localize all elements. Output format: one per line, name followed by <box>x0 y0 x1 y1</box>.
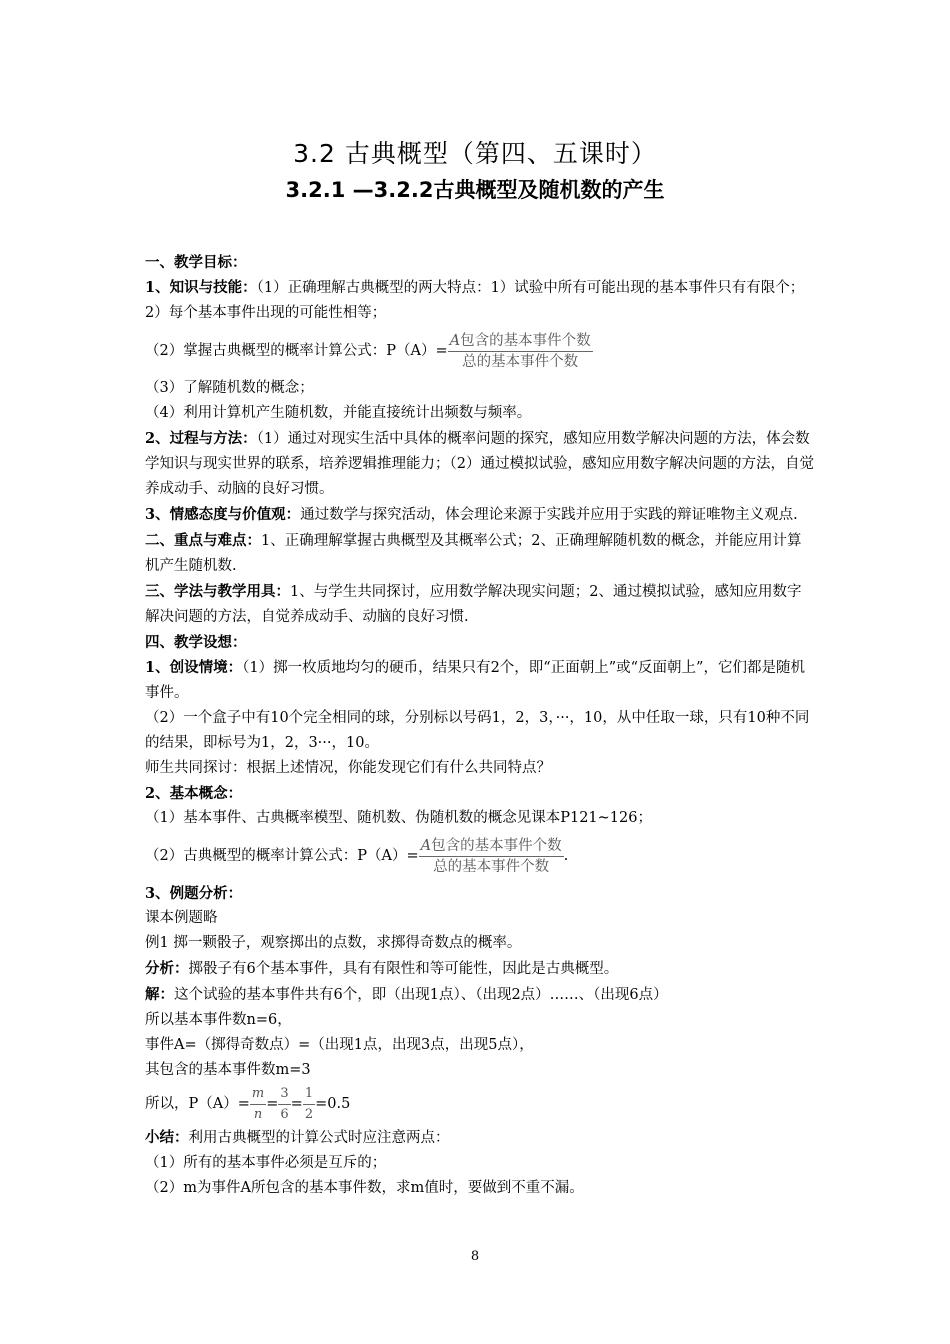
section-heading-concepts: 2、基本概念： <box>145 785 243 802</box>
paragraph-knowledge <box>145 275 815 326</box>
paragraph-label: 3、情感态度与价值观： <box>145 506 301 523</box>
paragraph-text: 1、正确理解掌握古典概型及其概率公式；2、正确理解随机数的概念，并能应用计算机产生随机数. <box>145 533 802 574</box>
paragraph-attitude <box>145 502 815 528</box>
formula-line-concepts <box>145 831 815 881</box>
paragraph-methods <box>145 579 815 630</box>
paragraph-label: 1、知识与技能： <box>145 279 257 296</box>
fraction-denominator: 2 <box>304 1106 314 1122</box>
paragraph-k4: （4）利用计算机产生随机数，并能直接统计出频数与频率。 <box>145 405 532 421</box>
paragraph-k3: （3）了解随机数的概念； <box>145 380 314 396</box>
paragraph-process <box>145 426 815 502</box>
formula-prefix: （2）古典概型的概率计算公式：P（A）= <box>145 848 419 864</box>
paragraph-text: 利用古典概型的计算公式时应注意两点： <box>188 1130 450 1146</box>
numerator-variable: A <box>449 332 461 349</box>
fraction-numerator <box>448 331 593 352</box>
paragraph-text: （1）正确理解古典概型的两大特点：1）试验中所有可能出现的基本事件只有有限个；2）每个基本事件出现的可能性相等； <box>145 280 805 321</box>
fraction-denominator: 6 <box>280 1106 289 1122</box>
formula-prefix: （2）掌握古典概型的概率计算公式：P（A）= <box>145 343 448 359</box>
calc-prefix: 所以，P（A）= <box>145 1096 250 1112</box>
probability-fraction <box>448 331 593 372</box>
fraction-denominator: n <box>253 1106 263 1122</box>
paragraph-label: 2、过程与方法： <box>145 430 257 447</box>
fraction-denominator: 总的基本事件个数 <box>462 353 579 370</box>
calc-result: =0.5 <box>315 1096 351 1112</box>
probability-fraction <box>419 836 564 877</box>
numerator-variable: A <box>420 837 432 854</box>
document-body <box>145 250 815 1201</box>
paragraph-key-points <box>145 528 815 579</box>
fraction-m-over-n <box>250 1084 266 1125</box>
equals-sign: = <box>266 1096 279 1112</box>
paragraph-text: 这个试验的基本事件共有6个，即（出现1点）、（出现2点）……、（出现6点） <box>174 987 668 1003</box>
paragraph-summary-1: （1）所有的基本事件必须是互斥的； <box>145 1155 387 1171</box>
paragraph-label: 分析： <box>145 960 189 977</box>
paragraph-label: 二、重点与难点： <box>145 532 261 549</box>
page-title: 3.2 古典概型（第四、五课时） <box>293 139 657 168</box>
equals-sign: = <box>290 1096 303 1112</box>
paragraph-label: 1、创设情境： <box>145 659 243 676</box>
section-heading-design: 四、教学设想： <box>145 634 247 651</box>
fraction-1-over-2 <box>303 1084 315 1125</box>
paragraph-textbook: 课本例题略 <box>145 910 218 926</box>
numerator-text: 包含的基本事件个数 <box>431 837 562 854</box>
page-number: 8 <box>470 1249 480 1264</box>
paragraph-solution-event: 事件A=（掷得奇数点）=（出现1点，出现3点，出现5点）， <box>145 1037 534 1053</box>
paragraph-label: 小结： <box>145 1129 189 1146</box>
fraction-numerator <box>419 836 564 857</box>
calculation-line <box>145 1083 815 1125</box>
paragraph-scenario <box>145 655 815 706</box>
fraction-numerator: m <box>250 1084 266 1105</box>
formula-line-objective <box>145 326 815 376</box>
paragraph-text: 1、与学生共同探讨，应用数学解决现实问题；2、通过模拟试验，感知应用数字解决问题的方法，自觉养成动手、动脑的良好习惯. <box>145 584 802 625</box>
paragraph-label: 解： <box>145 986 174 1003</box>
paragraph-label: 三、学法与教学用具： <box>145 583 290 600</box>
paragraph-text: 通过数学与探究活动，体会理论来源于实践并应用于实践的辩证唯物主义观点. <box>300 507 798 523</box>
section-heading-objectives: 一、教学目标： <box>145 254 247 271</box>
paragraph-solution-m: 其包含的基本事件数m=3 <box>145 1062 311 1078</box>
paragraph-discussion: 师生共同探讨：根据上述情况，你能发现它们有什么共同特点？ <box>145 760 551 776</box>
paragraph-summary <box>145 1125 815 1151</box>
numerator-text: 包含的基本事件个数 <box>460 332 591 349</box>
paragraph-concepts-1: （1）基本事件、古典概率模型、随机数、伪随机数的概念见课本P121~126； <box>145 810 652 826</box>
fraction-numerator: 1 <box>303 1084 315 1105</box>
section-heading-examples: 3、例题分析： <box>145 885 243 902</box>
formula-suffix: . <box>563 848 569 864</box>
paragraph-summary-2: （2）m为事件A所包含的基本事件数，求m值时，要做到不重不漏。 <box>145 1180 584 1196</box>
paragraph-analysis <box>145 956 815 982</box>
paragraph-text: 掷骰子有6个基本事件，具有有限性和等可能性，因此是古典概型。 <box>188 961 619 977</box>
paragraph-solution-n: 所以基本事件数n=6， <box>145 1012 292 1028</box>
paragraph-text: （1）掷一枚质地均匀的硬币，结果只有2个，即“正面朝上”或“反面朝上”，它们都是随机事件。 <box>145 660 805 701</box>
paragraph-example-1: 例1 掷一颗骰子，观察掷出的点数，求掷得奇数点的概率。 <box>145 935 522 951</box>
page-subtitle: 3.2.1 —3.2.2古典概型及随机数的产生 <box>285 178 665 202</box>
paragraph-text: （1）通过对现实生活中具体的概率问题的探究，感知应用数学解决问题的方法，体会数学知识与现实世界的联系，培养逻辑推理能力；（2）通过模拟试验，感知应用数字解决问题的方法，自觉养成动手、动脑的良好习惯。 <box>145 431 814 497</box>
fraction-denominator: 总的基本事件个数 <box>433 858 550 875</box>
paragraph-scenario-2: （2）一个盒子中有10个完全相同的球，分别标以号码1，2，3，···，10，从中任取一球，只有10种不同的结果，即标号为1，2，3···，10。 <box>145 710 810 751</box>
fraction-3-over-6 <box>278 1084 290 1125</box>
fraction-numerator: 3 <box>278 1084 290 1105</box>
paragraph-solution <box>145 982 815 1008</box>
